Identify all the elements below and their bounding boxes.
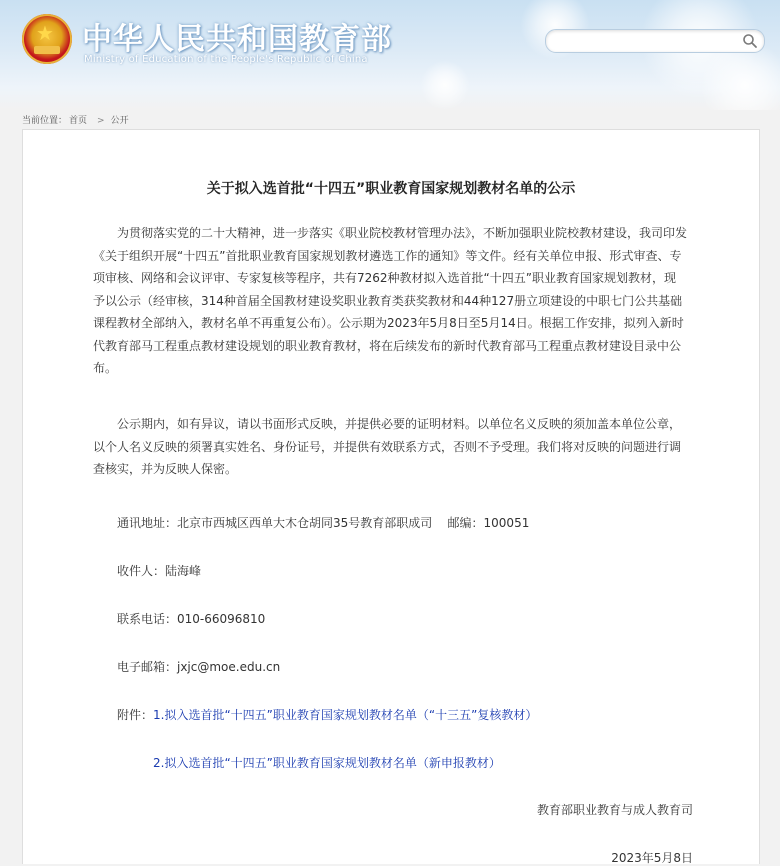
attachment-link-2[interactable]: 2.拟入选首批“十四五”职业教育国家规划教材名单（新申报教材） — [153, 756, 501, 770]
search-icon[interactable] — [742, 33, 758, 49]
breadcrumb-current[interactable]: 公开 — [110, 116, 129, 126]
attachment-link-1[interactable]: 1.拟入选首批“十四五”职业教育国家规划教材名单（“十三五”复核教材） — [153, 708, 538, 722]
star-icon: ★ — [36, 21, 54, 45]
site-header — [0, 0, 780, 110]
address-line: 通讯地址：北京市西城区西单大木仓胡同35号教育部职成司 邮编：100051 — [117, 516, 530, 530]
site-subtitle: Ministry of Education of the People's Republic of China — [84, 54, 368, 65]
attachments-line — [153, 754, 501, 771]
search-input[interactable] — [556, 32, 740, 52]
national-emblem-icon[interactable] — [22, 14, 72, 64]
article-paragraph: 为贯彻落实党的二十大精神，进一步落实《职业院校教材管理办法》，不断加强职业院校教材建设，我司印发《关于组织开展“十四五”首批职业教育国家规划教材遴选工作的通知》等文件。经有关单位申报、形式审查、专项审核、网络和会议评审、专家复核等程序，共有7262种教材拟入选首批“十四五”职业教育国家规划教材，现予以公示（经审核，314种首届全国教材建设奖职业教育类获奖教材和44种127册立项建设的中职七门公共基础课程教材全部纳入，教材名单不再重复公布）。公示期为2023年5月8日至5月14日。根据工作安排，拟列入新时代教育部马工程重点教材建设规划的职业教育教材，将在后续发布的新时代教育部马工程重点教材建设目录中公布。 — [93, 226, 688, 375]
email-line: 电子邮箱：jxjc@moe.edu.cn — [117, 660, 281, 674]
attachments-line — [117, 706, 537, 723]
article-container — [22, 129, 760, 864]
article-title: 关于拟入选首批“十四五”职业教育国家规划教材名单的公示 — [206, 181, 576, 197]
signature: 教育部职业教育与成人教育司 — [536, 803, 693, 817]
chevron-right-icon: > — [97, 116, 105, 126]
dandelion-decoration — [420, 60, 470, 110]
phone-line: 联系电话：010-66096810 — [117, 612, 266, 626]
site-title[interactable]: 中华人民共和国教育部 — [82, 22, 392, 57]
breadcrumb-prefix: 当前位置： — [22, 116, 68, 126]
publish-date: 2023年5月8日 — [611, 851, 693, 865]
article-paragraph: 公示期内，如有异议，请以书面形式反映，并提供必要的证明材料。以单位名义反映的须加盖本单位公章，以个人名义反映的须署真实姓名、身份证号，并提供有效联系方式，否则不予受理。我们将对反映的问题进行调查核实，并为反映人保密。 — [93, 417, 682, 476]
breadcrumb — [22, 113, 133, 126]
attachments-label: 附件： — [117, 708, 154, 722]
search-box[interactable] — [545, 29, 765, 53]
breadcrumb-home[interactable]: 首页 — [69, 116, 88, 126]
emblem-base — [34, 46, 60, 54]
recipient-line: 收件人：陆海峰 — [117, 564, 202, 578]
